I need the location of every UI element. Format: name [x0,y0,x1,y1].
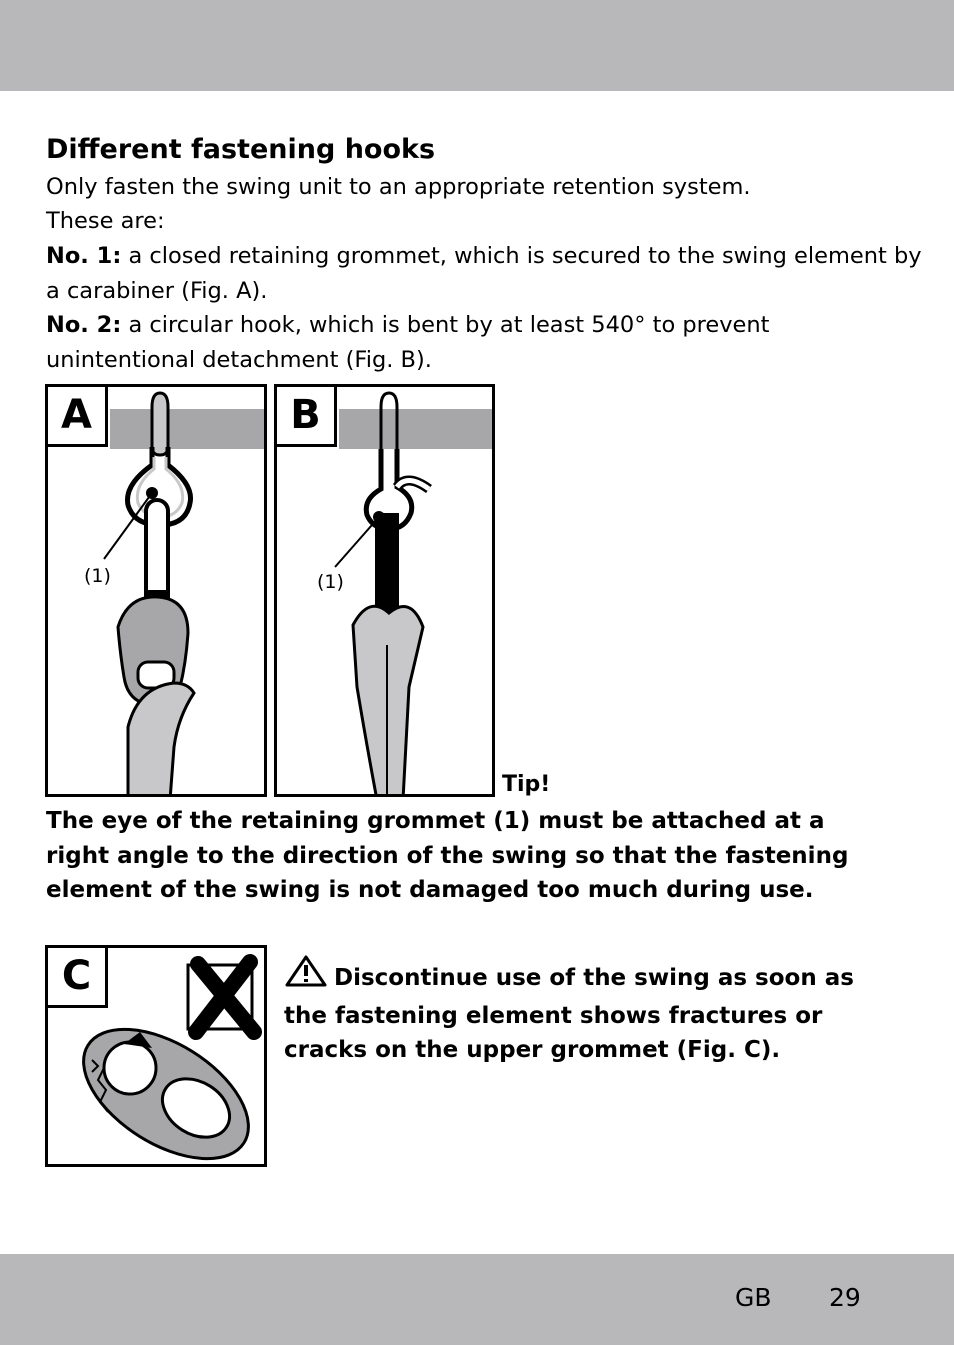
tip-text [46,804,848,908]
item-1-label: No. 1: [46,243,122,269]
figure-b-letter: B [274,384,337,447]
warning-triangle-icon [284,954,328,999]
figure-b-callout: (1) [317,571,344,593]
figure-a-letter: A [45,384,108,447]
carabiner-grommet-illustration [48,387,267,797]
section-heading: Different fastening hooks [46,134,436,165]
warning-line-1 [284,954,854,999]
item-2-line-2: unintentional detachment (Fig. B). [46,347,432,373]
figure-a-callout: (1) [84,565,111,587]
footer-page-number: 29 [829,1283,861,1312]
footer-language: GB [735,1283,772,1312]
tip-line-1: The eye of the retaining grommet (1) must be attached at a [46,808,825,834]
tip-line-3: element of the swing is not damaged too much during use. [46,877,814,903]
tip-label: Tip! [502,772,551,797]
item-2-label: No. 2: [46,312,122,338]
warning-line-1-text: Discontinue use of the swing as soon as [334,965,854,991]
figure-c [45,945,267,1167]
item-1-line-1 [46,239,922,274]
figure-a [45,384,267,797]
intro-line-1: Only fasten the swing unit to an appropriate retention system. [46,174,751,200]
tip-line-2: right angle to the direction of the swing so that the fastening [46,842,849,869]
item-1-text: a closed retaining grommet, which is secured to the swing element by [121,243,922,269]
figure-c-letter: C [45,945,108,1008]
footer-band [0,1254,954,1345]
figure-b [274,384,495,797]
warning-line-2: the fastening element shows fractures or [284,1002,823,1029]
header-band [0,0,954,91]
circular-hook-illustration [277,387,495,797]
item-1-line-2: a carabiner (Fig. A). [46,278,268,304]
warning-line-3: cracks on the upper grommet (Fig. C). [284,1037,781,1063]
item-2-line-1 [46,308,769,343]
warning-text [284,954,854,1068]
intro-line-2: These are: [46,208,165,234]
item-2-text: a circular hook, which is bent by at least 540° to prevent [121,312,770,338]
